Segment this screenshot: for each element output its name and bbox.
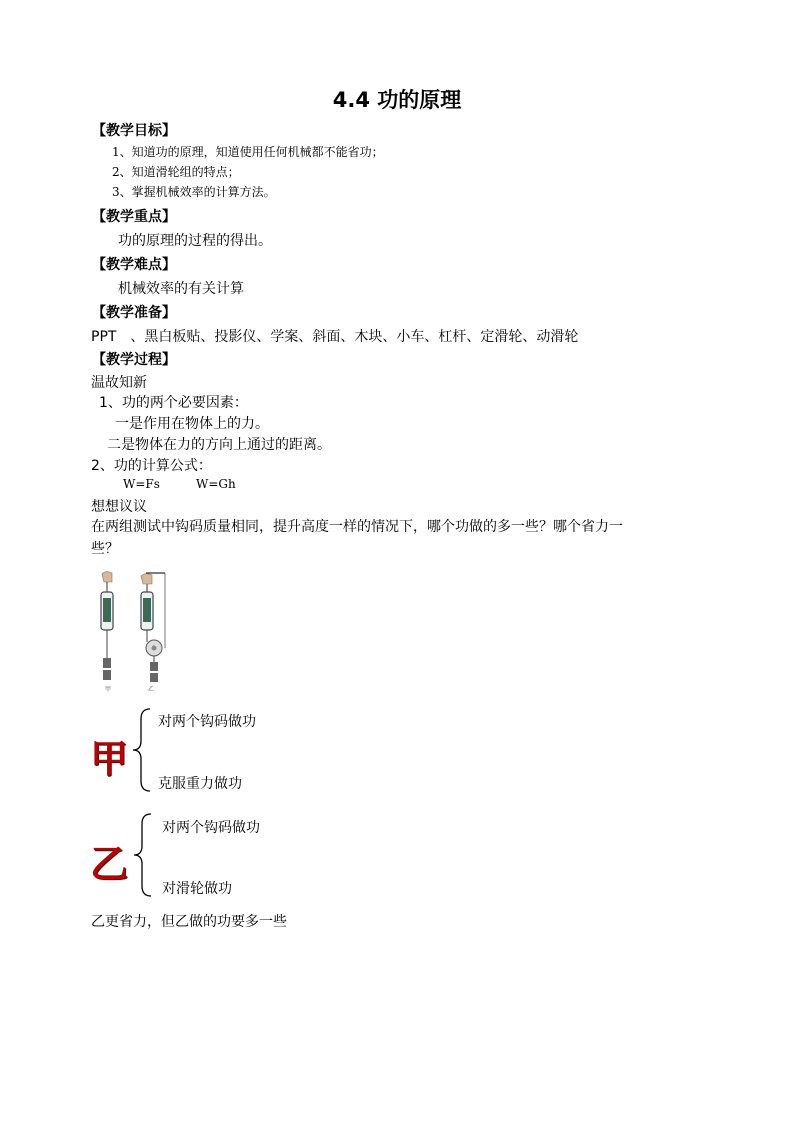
- factor-intro: 1、功的两个必要因素：: [99, 395, 248, 411]
- group-jia-top: 对两个钩码做功: [158, 714, 256, 730]
- group-yi-char: 乙: [90, 842, 129, 886]
- curly-brace-icon: [133, 812, 153, 898]
- right-figure-label: 乙: [148, 686, 155, 693]
- curly-brace-icon: [132, 707, 152, 793]
- objective-item: 1、知道功的原理，知道使用任何机械都不能省功；: [112, 145, 384, 159]
- preparation-text: PPT 、黑白板贴、投影仪、学案、斜面、木块、小车、杠杆、定滑轮、动滑轮: [91, 329, 579, 345]
- question-line-1: 在两组测试中钩码质量相同，提升高度一样的情况下，哪个功做的多一些？哪个省力一: [91, 519, 623, 535]
- key-points-heading: 【教学重点】: [92, 209, 176, 225]
- group-yi-bottom: 对滑轮做功: [162, 881, 232, 897]
- group-yi-top: 对两个钩码做功: [162, 820, 260, 836]
- objective-item: 2、知道滑轮组的特点；: [112, 165, 240, 179]
- conclusion-text: 乙更省力，但乙做的功要多一些: [91, 914, 287, 930]
- left-figure-label: 甲: [105, 686, 112, 693]
- right-scale-setup: [141, 573, 165, 682]
- think-title: 想想议议: [91, 499, 147, 515]
- page-title: 4.4 功的原理: [332, 88, 462, 112]
- factor-1: 一是作用在物体上的力。: [115, 416, 269, 432]
- objectives-heading: 【教学目标】: [92, 123, 176, 139]
- process-heading: 【教学过程】: [92, 352, 176, 368]
- formula-1: W=Fs: [123, 477, 160, 491]
- group-jia-bottom: 克服重力做功: [158, 776, 242, 792]
- review-title: 温故知新: [91, 375, 147, 391]
- left-scale-setup: [101, 572, 113, 680]
- preparation-heading: 【教学准备】: [92, 305, 176, 321]
- group-jia-char: 甲: [90, 737, 129, 781]
- difficulties-text: 机械效率的有关计算: [118, 281, 244, 297]
- objective-item: 3、掌握机械效率的计算方法。: [112, 185, 276, 199]
- key-points-text: 功的原理的过程的得出。: [118, 233, 272, 249]
- factor-2: 二是物体在力的方向上通过的距离。: [107, 437, 331, 453]
- question-line-2: 些？: [91, 541, 119, 557]
- spring-scale-figure: [90, 570, 180, 695]
- formula-intro: 2、功的计算公式：: [91, 458, 212, 474]
- formula-2: W=Gh: [196, 477, 236, 491]
- difficulties-heading: 【教学难点】: [92, 257, 176, 273]
